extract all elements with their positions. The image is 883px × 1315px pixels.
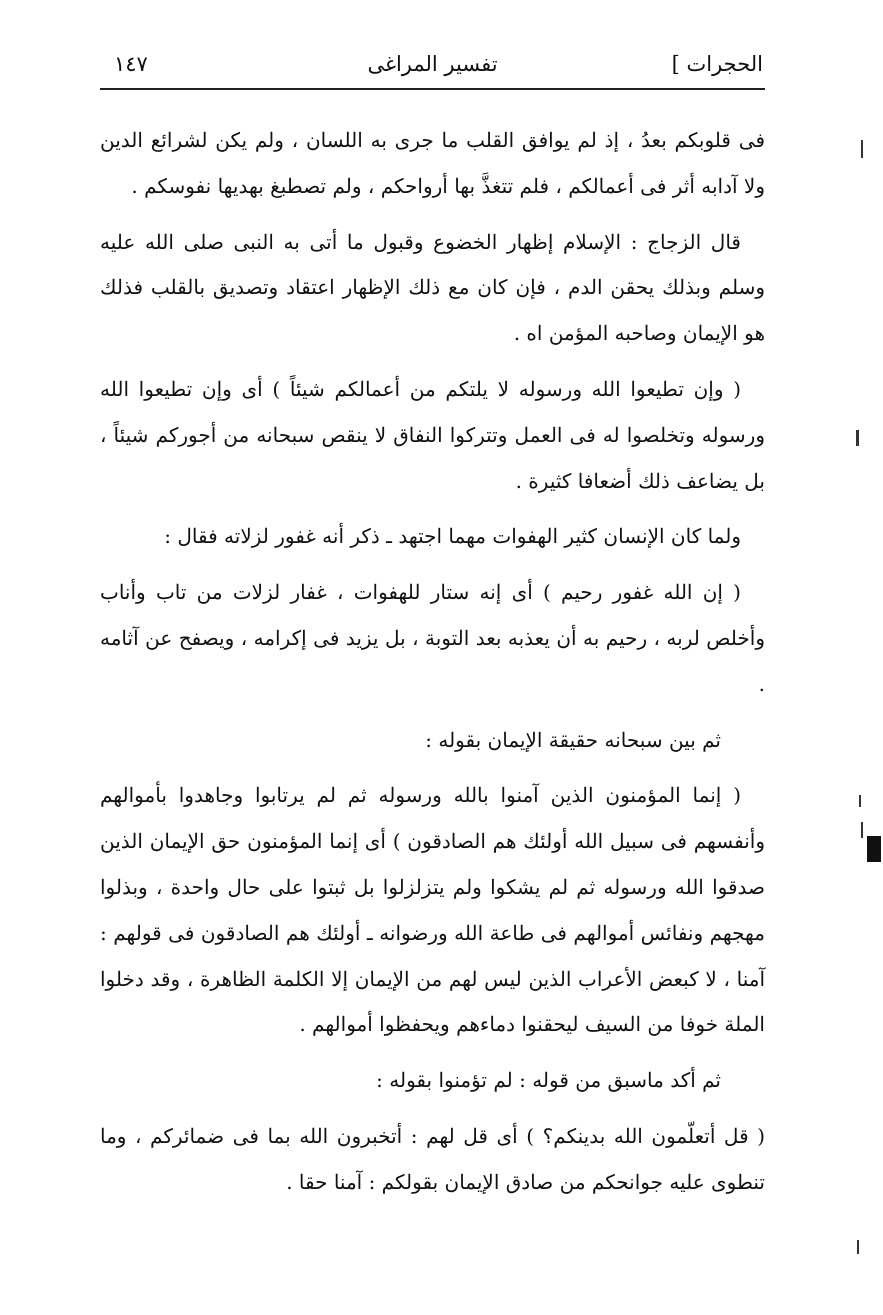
paragraph-3: ( وإن تطيعوا الله ورسوله لا يلتكم من أعمالكم شيئاً ) أى وإن تطيعوا الله ورسوله وتخلصوا له فى العمل وتتركوا النفاق لا ينقص سبحانه من أجوركم شيئاً ، بل يضاعف ذلك أضعافا كثيرة .: [100, 376, 765, 493]
scan-speck: [861, 140, 863, 158]
paragraph-9: ( قل أتعلّمون الله بدينكم؟ ) أى قل لهم : أتخبرون الله بما فى ضمائركم ، وما تنطوى عليه جوانحكم من صادق الإيمان بقولكم : آمنا حقا .: [100, 1123, 765, 1194]
book-title: تفسير المراغى: [367, 52, 498, 76]
surah-name: الحجرات ]: [671, 52, 763, 76]
page-body: [100, 118, 765, 1216]
paragraph-7: ( إنما المؤمنون الذين آمنوا بالله ورسوله ثم لم يرتابوا وجاهدوا بأموالهم وأنفسهم فى سبيل الله أولئك هم الصادقون ) أى إنما المؤمنون حق الإيمان الذين صدقوا الله ورسوله ثم لم يشكوا ولم يتزلزلوا بل ثبتوا على حال واحدة ، وبذلوا مهجهم ونفائس أموالهم فى طاعة الله ورضوانه ـ أولئك هم الصادقون فى قولهم : آمنا ، لا كبعض الأعراب الذين ليس لهم من الإيمان إلا الكلمة الظاهرة ، وقد دخلوا الملة خوفا من السيف ليحقنوا دماءهم ويحفظوا أموالهم .: [100, 783, 765, 1037]
paragraph-5: ( إن الله غفور رحيم ) أى إنه ستار للهفوات ، غفار لزلات من تاب وأناب وأخلص لربه ، رحيم به أن يعذبه بعد التوبة ، بل يزيد فى إكرامه ، ويصفح عن آثامه .: [100, 580, 765, 696]
paragraph-2: قال الزجاج : الإسلام إظهار الخضوع وقبول ما أتى به النبى صلى الله عليه وسلم وبذلك يحقن الدم ، فإن كان مع ذلك الإظهار اعتقاد وتصديق بالقلب فذلك هو الإيمان وصاحبه المؤمن اه .: [100, 229, 765, 346]
paragraph-1: فى قلوبكم بعدُ ، إذ لم يوافق القلب ما جرى به اللسان ، ولم يكن لشرائع الدين ولا آدابه أثر فى أعمالكم ، فلم تتغذَّ بها أرواحكم ، ولم تصطبغ بهديها نفوسكم .: [100, 128, 765, 198]
page-header: [100, 48, 765, 88]
page-number: ١٤٧: [114, 52, 148, 76]
header-rule: [100, 88, 765, 90]
paragraph-4: ولما كان الإنسان كثير الهفوات مهما اجتهد ـ ذكر أنه غفور لزلاته فقال :: [164, 524, 741, 549]
scan-speck: [857, 1240, 859, 1254]
scan-speck: [861, 822, 863, 838]
scan-margin-specks: [843, 0, 883, 1315]
scan-speck: [867, 836, 881, 862]
scan-speck: [859, 795, 861, 807]
paragraph-8: ثم أكد ماسبق من قوله : لم تؤمنوا بقوله :: [376, 1068, 721, 1093]
paragraph-6: ثم بين سبحانه حقيقة الإيمان بقوله :: [425, 727, 721, 752]
scan-speck: [856, 430, 859, 446]
